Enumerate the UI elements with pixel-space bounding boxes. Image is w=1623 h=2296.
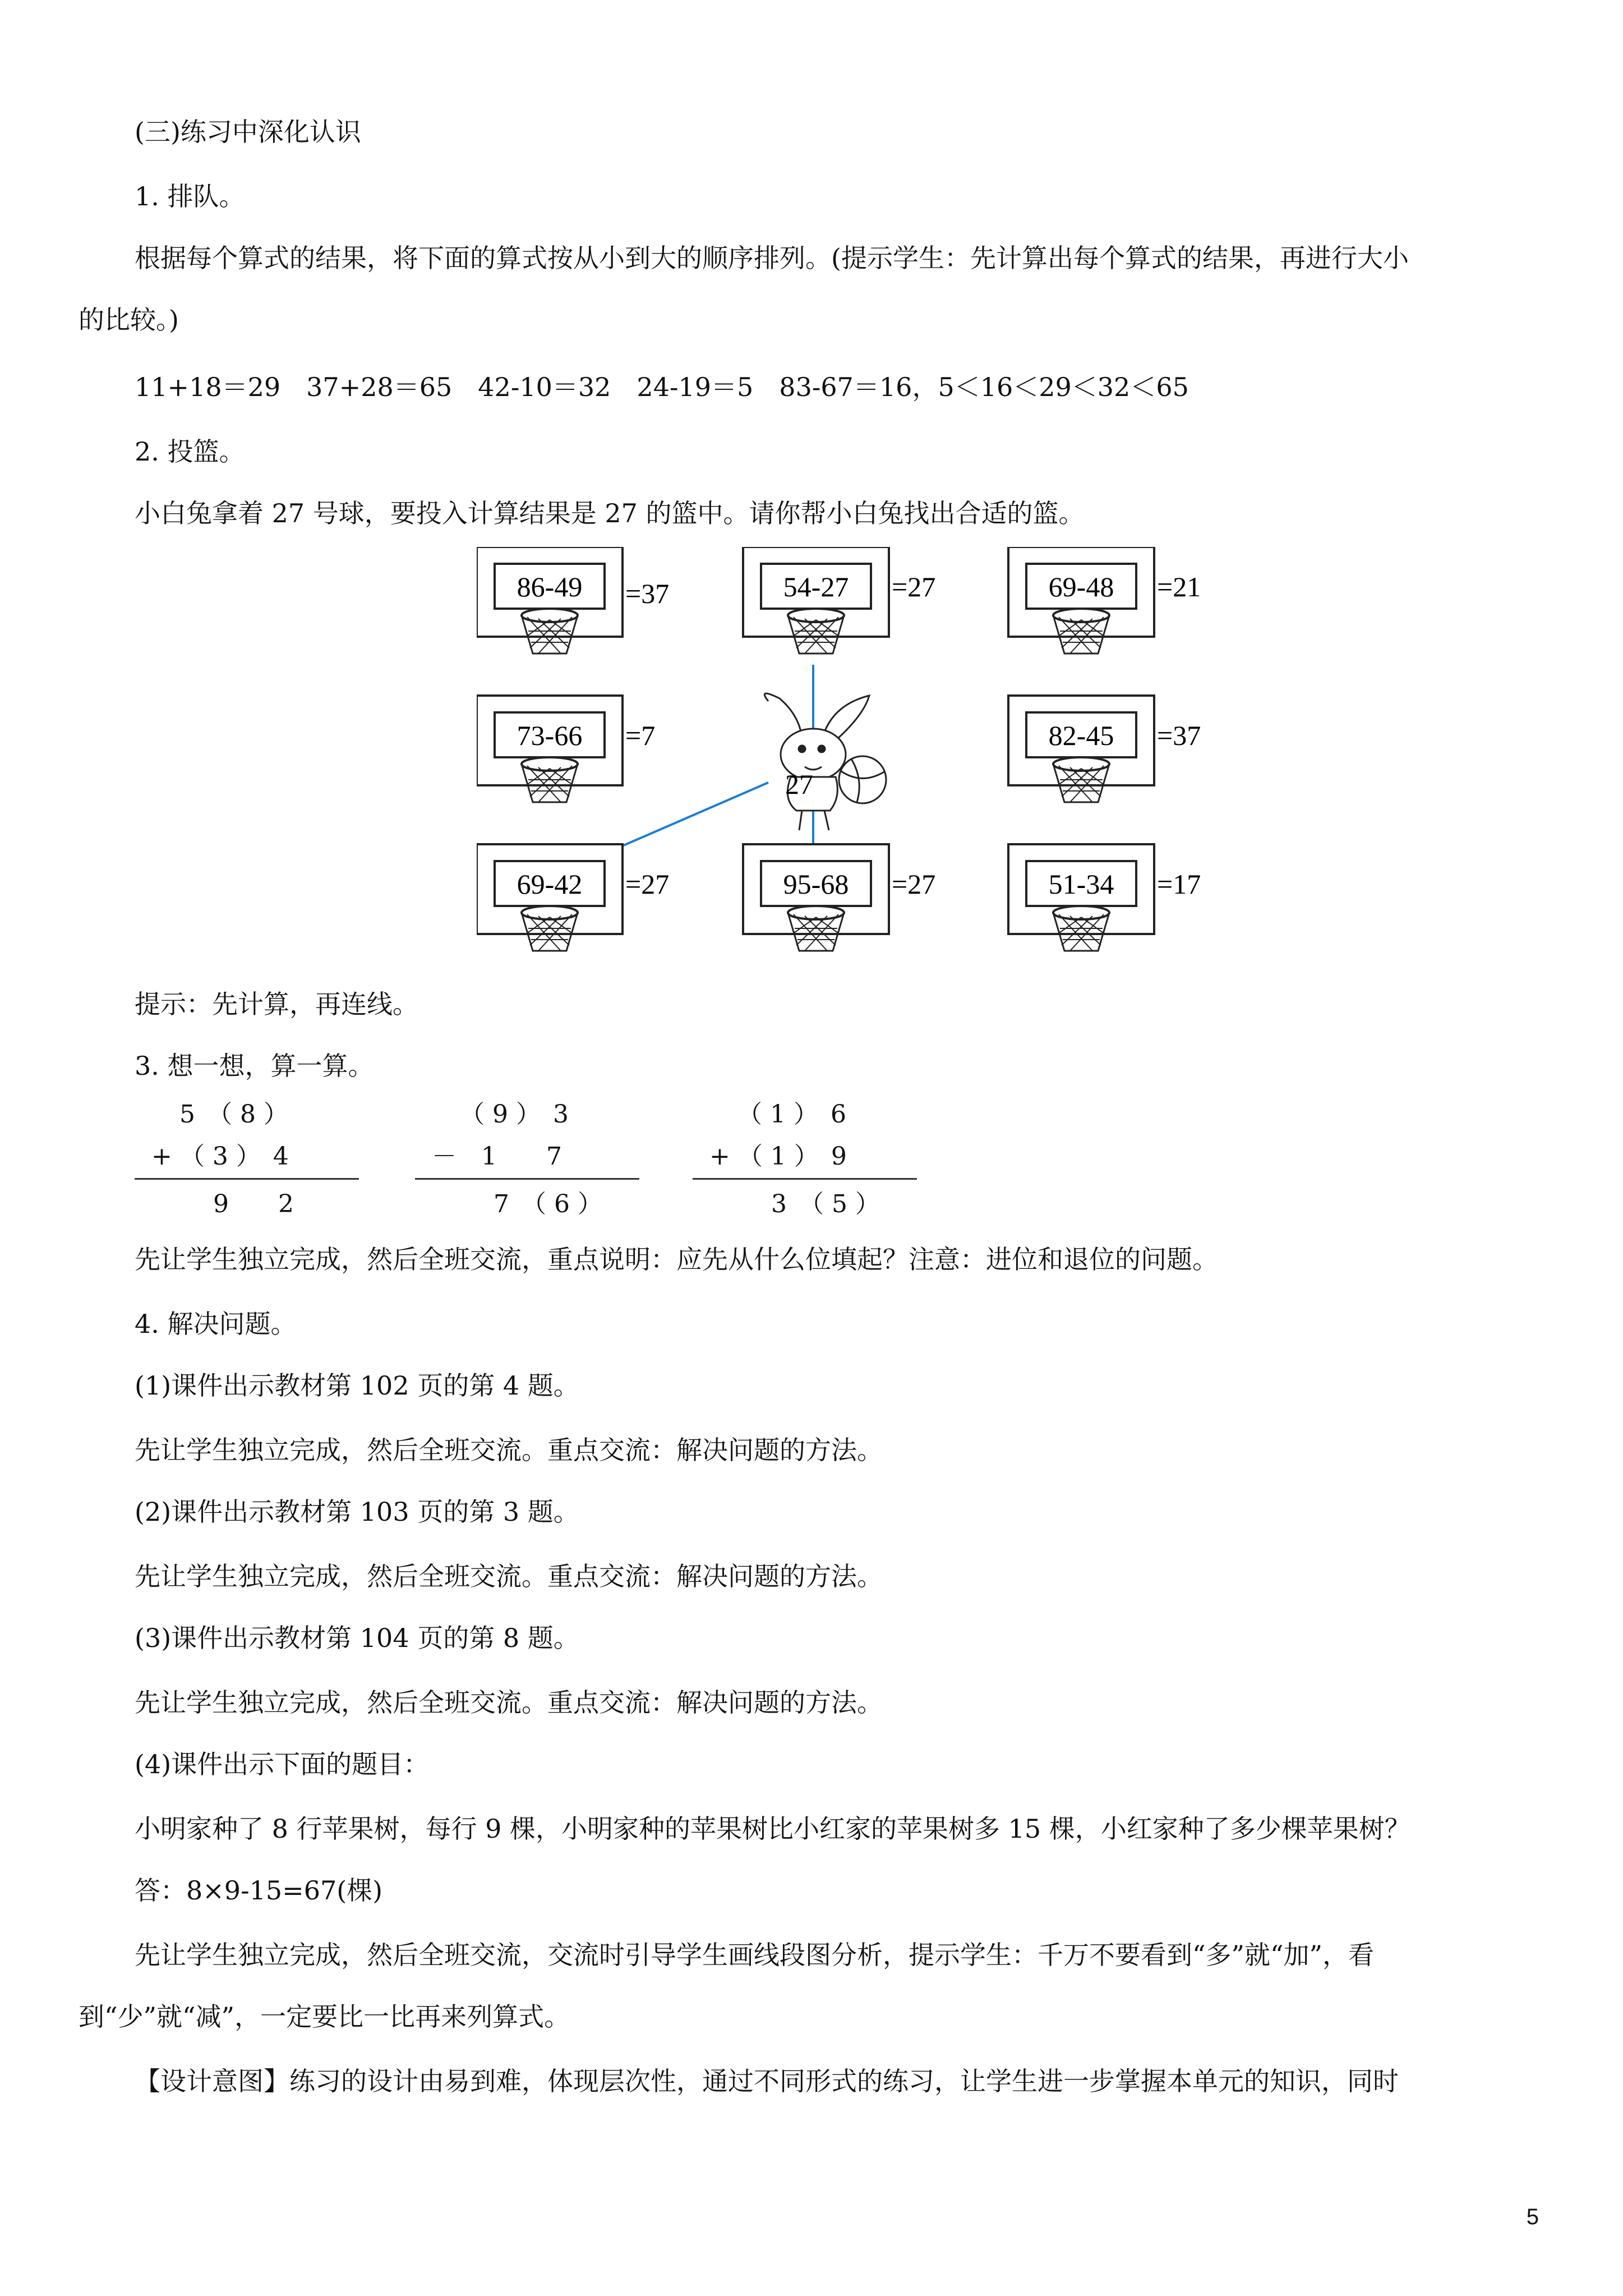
- basket-8-result: =17: [1157, 868, 1201, 900]
- design-intent: 【设计意图】练习的设计由易到难，体现层次性，通过不同形式的练习，让学生进一步掌握本单元的知识，同时: [135, 2066, 1399, 2096]
- basket-5-result: =37: [1157, 720, 1201, 751]
- basket-5-expr: 82-45: [1048, 720, 1114, 751]
- item-4-label: (4)课件出示下面的题目：: [135, 1749, 430, 1779]
- problem-2-middle: － 1 7: [432, 1142, 562, 1171]
- basket-6-result: =27: [625, 868, 670, 900]
- item-4-problem: 小明家种了 8 行苹果树，每行 9 棵，小明家种的苹果树比小红家的苹果树多 15 棵，小红家种了多少棵苹果树？: [135, 1814, 1410, 1844]
- basket-2-expr: 54-27: [783, 571, 849, 602]
- exercise-3-title: 3. 想一想，算一算。: [135, 1051, 374, 1081]
- exercise-2-instruction: 小白兔拿着 27 号球，要投入计算结果是 27 的篮中。请你帮小白兔找出合适的篮。: [135, 498, 1085, 528]
- problem-1-top: 5 （ 8 ）: [179, 1100, 288, 1129]
- basket-4-result: =7: [625, 720, 656, 751]
- vertical-problem-1: [135, 1094, 359, 1240]
- connect-line-left: [620, 783, 768, 847]
- exercise-1-instruction: 根据每个算式的结果，将下面的算式按从小到大的顺序排列。(提示学生：先计算出每个算式的结果，再进行大小: [135, 243, 1409, 273]
- exercise-1-instruction-cont: 的比较。): [79, 305, 179, 335]
- basket-4-expr: 73-66: [517, 720, 583, 751]
- problem-3-middle: + （ 1 ） 9: [709, 1142, 847, 1171]
- basket-6-expr: 69-42: [517, 868, 583, 900]
- basket-2-result: =27: [892, 571, 936, 602]
- basketball-figure: [477, 547, 1206, 968]
- exercise-1-answer: 11+18＝29 37+28＝65 42-10＝32 24-19＝5 83-67＝16，5＜16＜29＜32＜65: [135, 372, 1189, 402]
- problem-3-bottom: 3 （ 5 ）: [771, 1190, 880, 1218]
- exercise-2-title: 2. 投篮。: [135, 436, 245, 467]
- basket-1-expr: 86-49: [517, 571, 583, 602]
- vertical-problem-2: [415, 1094, 639, 1240]
- problem-1-bottom: 9 2: [213, 1190, 294, 1218]
- problem-2-top: （ 9 ） 3: [460, 1100, 569, 1129]
- section-title: (三)练习中深化认识: [135, 117, 361, 147]
- item-4-answer: 答：8×9-15=67(棵): [135, 1875, 383, 1906]
- basketball-icon: [839, 756, 886, 803]
- basket-7-expr: 95-68: [783, 868, 849, 900]
- ball-number: 27: [785, 769, 813, 800]
- item-3-note: 先让学生独立完成，然后全班交流。重点交流：解决问题的方法。: [135, 1687, 883, 1718]
- item-2-label: (2)课件出示教材第 103 页的第 3 题。: [135, 1497, 579, 1527]
- item-1-note: 先让学生独立完成，然后全班交流。重点交流：解决问题的方法。: [135, 1435, 883, 1465]
- problem-3-top: （ 1 ） 6: [737, 1100, 846, 1129]
- exercise-3-note: 先让学生独立完成，然后全班交流，重点说明：应先从什么位填起？注意：进位和退位的问题。: [135, 1244, 1218, 1274]
- basket-7-result: =27: [892, 868, 936, 900]
- exercise-1-title: 1. 排队。: [135, 181, 245, 211]
- problem-1-middle: + （ 3 ） 4: [151, 1142, 289, 1171]
- item-3-label: (3)课件出示教材第 104 页的第 8 题。: [135, 1623, 579, 1653]
- exercise-2-hint: 提示：先计算，再连线。: [135, 989, 418, 1019]
- exercise-4-title: 4. 解决问题。: [135, 1309, 297, 1339]
- vertical-problem-3: [693, 1094, 917, 1240]
- item-4-note: 先让学生独立完成，然后全班交流，交流时引导学生画线段图分析，提示学生：千万不要看到“多”就“加”，看到“少”就“减”，一定要比一比再来列算式。: [79, 1940, 1375, 2032]
- problem-2-bottom: 7 （ 6 ）: [494, 1190, 602, 1218]
- basket-3-result: =21: [1157, 571, 1201, 602]
- item-1-label: (1)课件出示教材第 102 页的第 4 题。: [135, 1370, 579, 1401]
- item-2-note: 先让学生独立完成，然后全班交流。重点交流：解决问题的方法。: [135, 1561, 883, 1591]
- basket-8-expr: 51-34: [1048, 868, 1114, 900]
- basket-3-expr: 69-48: [1048, 571, 1114, 602]
- basket-1-result: =37: [625, 578, 670, 609]
- page-number: 5: [1526, 2205, 1539, 2229]
